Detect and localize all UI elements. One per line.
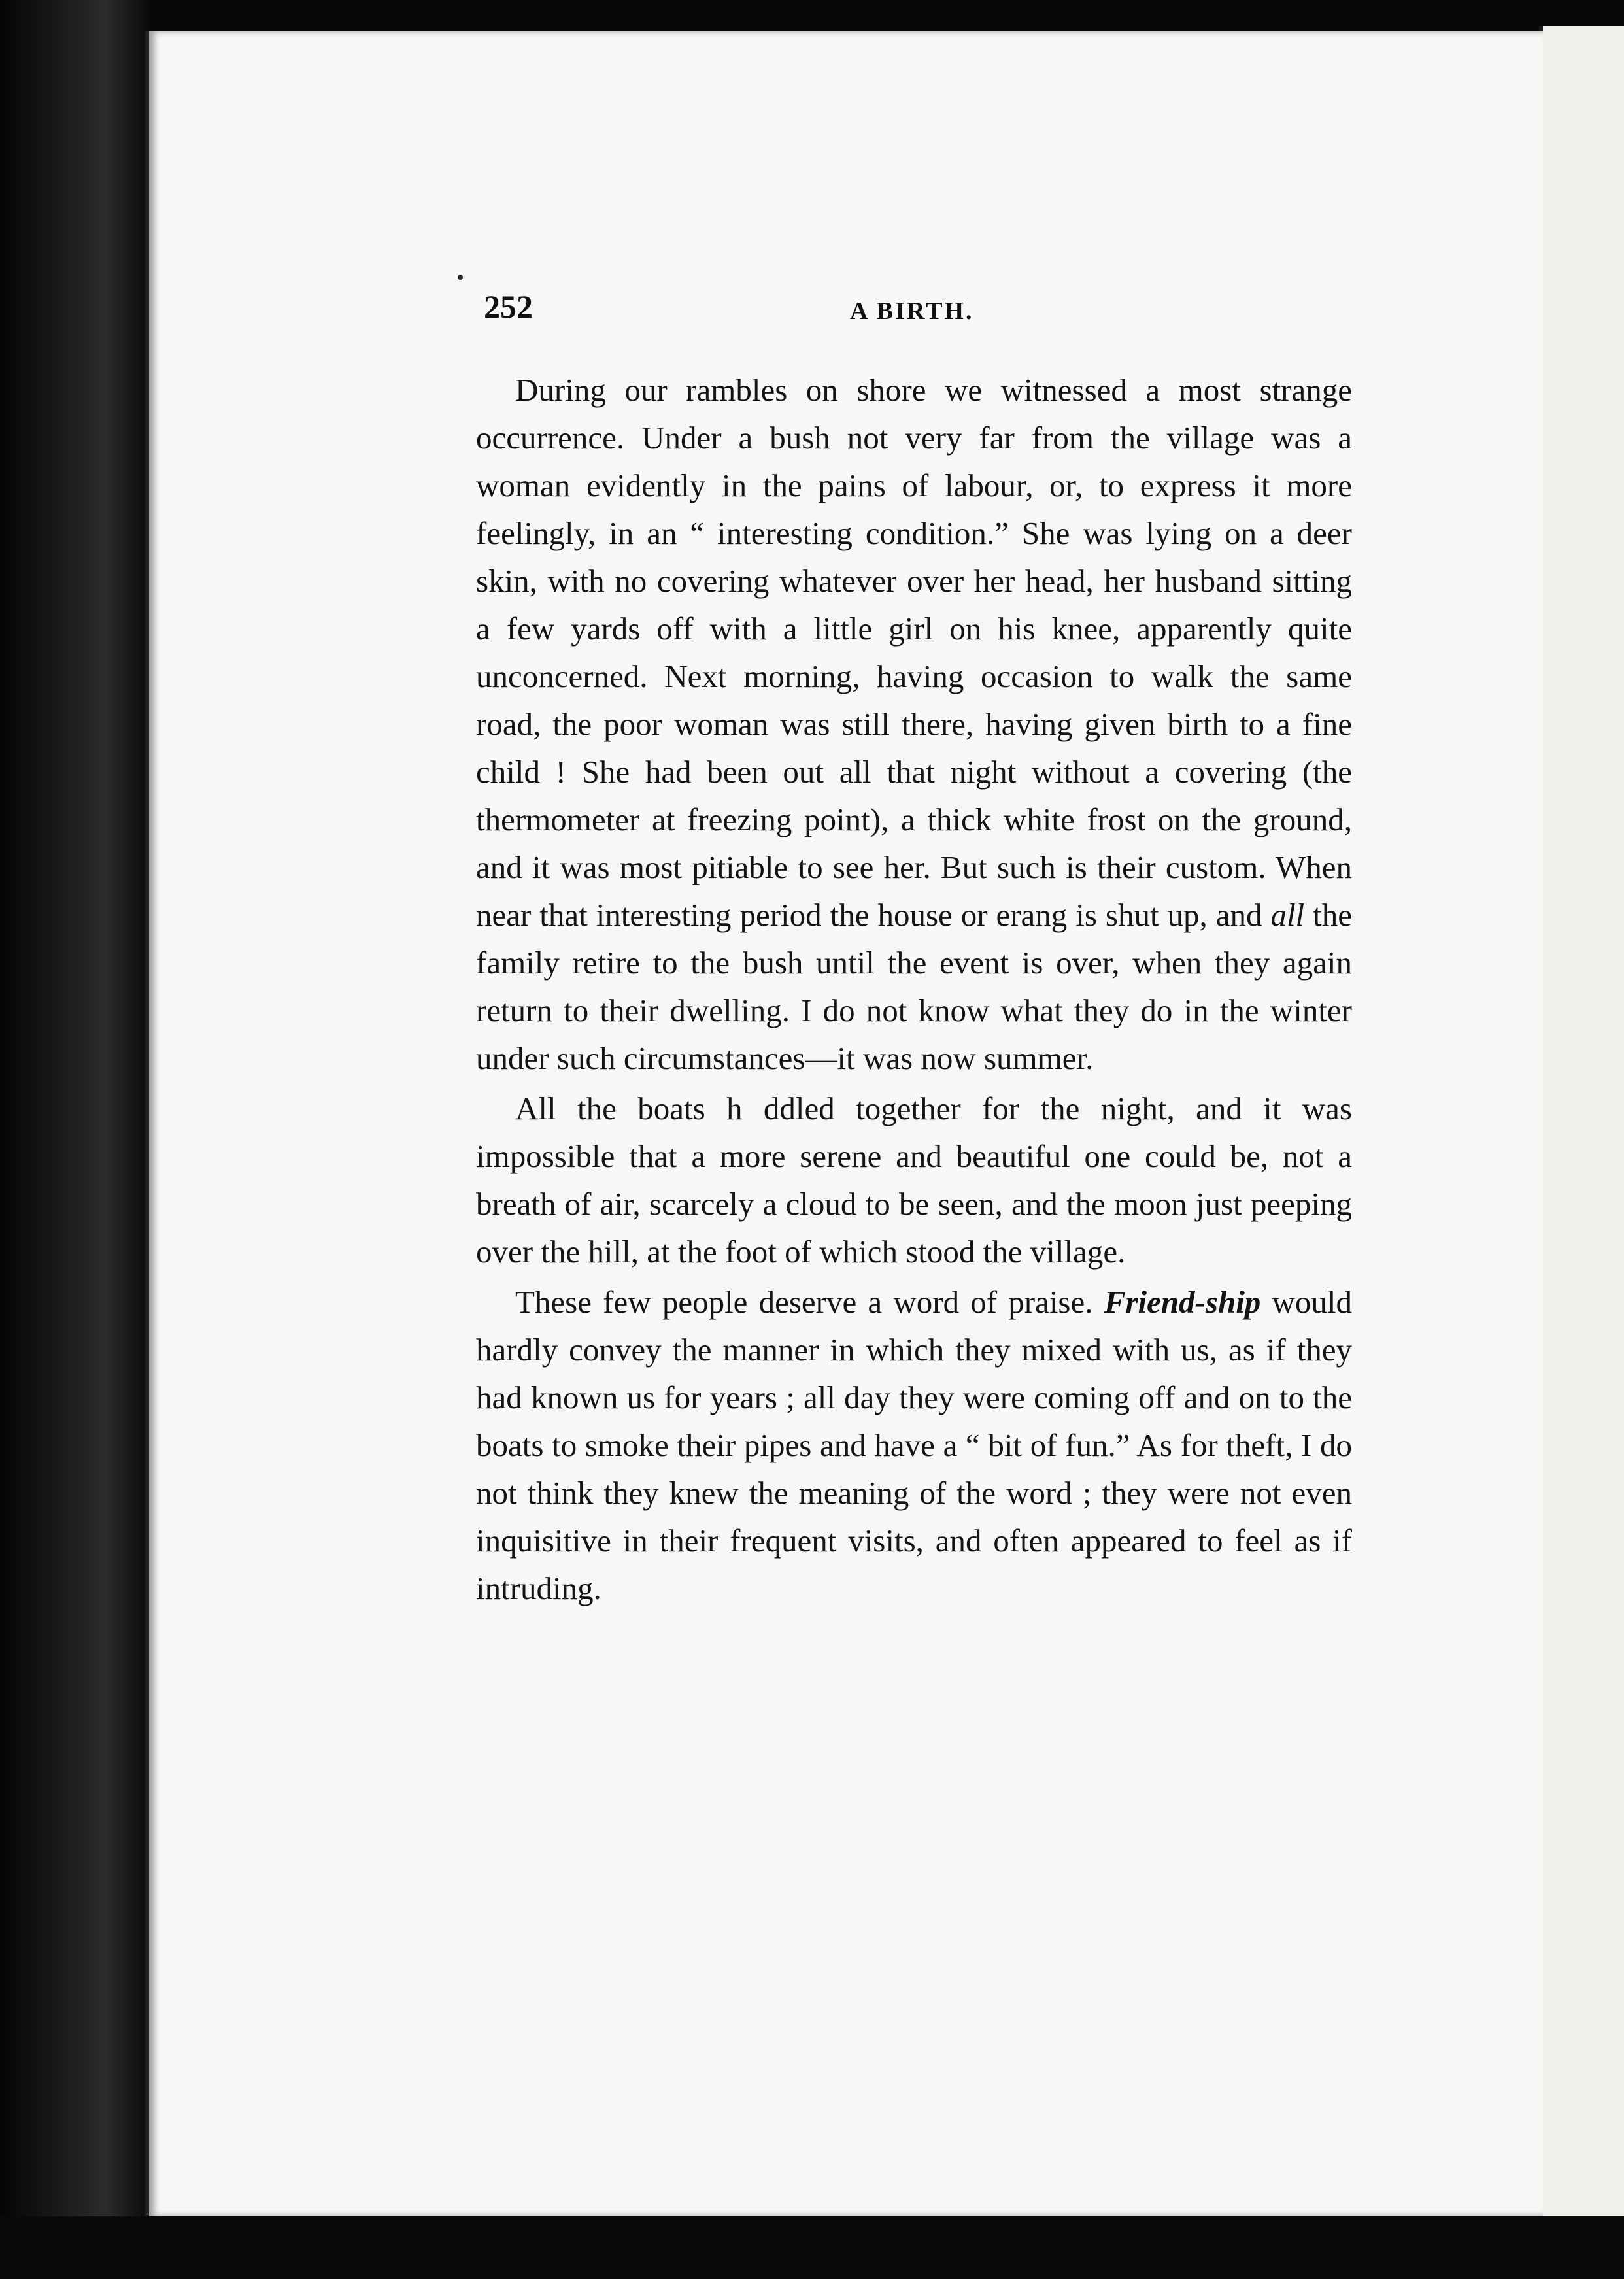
page-number: 252 <box>484 288 533 325</box>
scan-bottom-border <box>0 2216 1624 2279</box>
italic-word: all <box>1270 897 1305 933</box>
print-speck <box>458 275 463 280</box>
body-text <box>476 366 1352 1612</box>
paragraph-2 <box>476 1085 1352 1275</box>
paragraph-text: the family retire to the bush until the event is over, when they again return to their dwelling. I do not know what they do in the winter under such circumstances—it was now summer. <box>476 897 1352 1076</box>
emphasized-word: Friend-ship <box>1104 1284 1261 1320</box>
paragraph-1 <box>476 366 1352 1082</box>
paragraph-text: These few people deserve a word of praise. <box>515 1284 1104 1320</box>
paragraph-text: During our rambles on shore we witnessed a most strange occurrence. Under a bush not very far from the village was a woman evidently in the pains of labour, or, to express it more feelingly, in an “ interesting condition.” She was lying on a deer skin, with no covering whatever over her head, her husband sitting a few yards off with a little girl on his knee, apparently quite unconcerned. Next morning, having occasion to walk the same road, the poor woman was still there, having given birth to a fine child ! She had been out all that night without a covering (the thermometer at freezing point), a thick white frost on the ground, and it was most pitiable to see her. But such is their custom. When near that interesting period the house or erang is shut up, and <box>476 372 1352 933</box>
running-head: A BIRTH. <box>850 297 974 325</box>
book-spine <box>0 0 150 2279</box>
page-header <box>484 288 1360 333</box>
paragraph-text: All the boats h ddled together for the night, and it was impossible that a more serene and beautiful one could be, not a breath of air, scarcely a cloud to be seen, and the moon just peeping over the hill, at the foot of which stood the village. <box>476 1090 1352 1270</box>
paragraph-3 <box>476 1278 1352 1612</box>
paragraph-text: would hardly convey the manner in which they mixed with us, as if they had known us for years ; all day they were coming off and on to the boats to smoke their pipes and have a “ bit of fun.” As for theft, I do not think they knew the meaning of the word ; they were not even inquisitive in their frequent visits, and often appeared to feel as if intruding. <box>476 1284 1352 1606</box>
facing-page-edge <box>1539 26 1624 2249</box>
